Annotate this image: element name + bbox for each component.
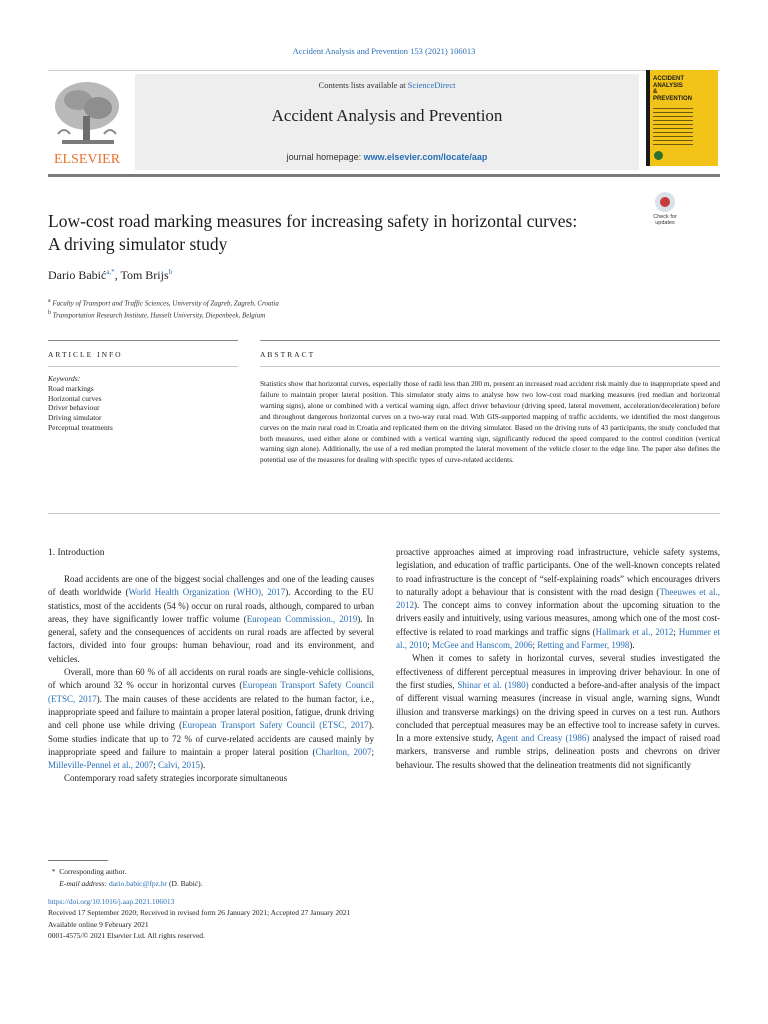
abstract-rule <box>260 340 720 341</box>
footnotes <box>48 866 468 889</box>
email-link[interactable]: dario.babic@fpz.hr <box>108 878 168 888</box>
paragraph-text: analysed the impact of raised road markers, transverse and rumble strips, delineation posts and chevrons on driver behaviour. The results showed that the delineation treatments did not significantly <box>396 733 720 770</box>
publication-info <box>48 896 548 942</box>
keyword-item: Driving simulator <box>48 413 102 423</box>
paragraph-text: Contemporary road safety strategies incorporate simultaneous <box>64 773 288 784</box>
author-name[interactable]: Dario Babić <box>48 268 107 282</box>
paragraph-text: proactive approaches aimed at improving road infrastructure, vehicle safety systems, legislation, and education of traffic participants. One of the well-known concepts related to road infrastructure is the concept of “self-explaining roads” which encourages drivers to naturally adopt a behaviour that is consistent with the road design ( <box>396 547 720 597</box>
doi-link[interactable]: https://doi.org/10.1016/j.aap.2021.106013 <box>48 897 175 906</box>
email-suffix: (D. Babić). <box>167 878 203 888</box>
paragraph-text: ; <box>673 626 679 637</box>
paragraph-text: Road accidents are one of the biggest social challenges and one of the leading causes of death worldwide ( <box>48 574 374 598</box>
homepage-label: journal homepage: <box>286 152 364 162</box>
affiliation-text: Transportation Research Institute, Hasselt University, Diepenbeek, Belgium <box>52 311 266 320</box>
article-info-subrule <box>48 366 238 367</box>
paragraph-text: ). According to the EU statistics, most of the accidents (54 %) occur on rural roads, although, compared to urban areas, they have significantly lower traffic volume ( <box>48 587 374 624</box>
email-label: E-mail address: <box>59 878 109 888</box>
citation-link[interactable]: Hummer et al., 2010 <box>396 626 720 651</box>
sciencedirect-link[interactable]: ScienceDirect <box>407 80 456 90</box>
citation-link[interactable]: McGee and Hanscom, 2006 <box>432 640 533 651</box>
paragraph-text: ; <box>371 746 374 757</box>
author-name[interactable]: Tom Brijs <box>120 268 169 282</box>
citation-link[interactable]: Milleville-Pennel et al., 2007 <box>48 760 154 771</box>
paragraph-text: ; <box>153 760 158 771</box>
citation-link[interactable]: Retting and Farmer, 1998 <box>537 640 630 651</box>
body-column-right <box>396 546 720 772</box>
footnote-rule <box>48 860 108 861</box>
affiliation-a <box>48 296 648 308</box>
elsevier-tree-logo <box>48 78 126 166</box>
keyword-item: Driver behaviour <box>48 403 100 413</box>
citation-link[interactable]: Theeuwes et al., 2012 <box>396 586 720 611</box>
copyright-line: 0001-4575/© 2021 Elsevier Ltd. All rights reserved. <box>48 931 205 941</box>
abstract-heading: ABSTRACT <box>260 350 316 359</box>
paragraph-text: ). Some studies indicate that up to 72 % of curve-related accidents are caused mainly by inappropriate speed and failure to maintain a proper lateral position ( <box>48 720 374 757</box>
journal-cover-thumbnail[interactable] <box>646 70 718 166</box>
citation-link[interactable]: World Health Organization (WHO), 2017 <box>128 587 286 598</box>
author-list <box>48 268 172 283</box>
body-column-left <box>48 573 374 786</box>
corresponding-text: Corresponding author. <box>59 867 127 876</box>
article-title-line-1: Low-cost road marking measures for increasing safety in horizontal curves: <box>48 211 578 231</box>
keywords-block <box>48 374 238 433</box>
journal-name: Accident Analysis and Prevention <box>271 106 503 125</box>
contents-line <box>135 80 639 90</box>
abstract-subrule <box>260 366 720 367</box>
citation-link[interactable]: Agent and Creasy (1986) <box>496 733 590 744</box>
citation-link[interactable]: European Transport Safety Council (ETSC, 2017 <box>182 720 369 731</box>
paragraph-text: conducted a before-and-after analysis of the impact of different visual warning measures (increase in visual angle, warning signs, Wundt illusion and transverse markings) on the driving speed in curves on a test run. Authors concluded that perceptual measures may be an effective tool to increase safety in curves. In a more extensive study, <box>396 679 720 744</box>
affiliation-mark: b <box>48 310 51 317</box>
citation-link[interactable]: Charlton, 2007 <box>315 746 372 757</box>
body-paragraph <box>48 772 374 785</box>
author-affiliation-mark[interactable]: b <box>168 268 173 276</box>
citation-link[interactable]: Hallmark et al., 2012 <box>595 626 674 637</box>
body-paragraph <box>396 652 720 772</box>
cover-contents-lines <box>653 108 693 148</box>
paragraph-text: ; <box>532 640 538 651</box>
affiliations <box>48 296 648 321</box>
paragraph-text: ). In general, safety and the consequences of accidents on rural roads are affected by several factors, divided into four groups: human behaviour, road and its environment, and vehicles. <box>48 613 375 664</box>
article-info-heading: ARTICLE INFO <box>48 350 123 359</box>
paragraph-text: ). The concept aims to convey information about the upcoming situation to the drivers easily and intuitively, using various measures, among which one of the most cost-effective is related to road markings and traffic signs ( <box>396 600 720 637</box>
available-online: Available online 9 February 2021 <box>48 919 149 929</box>
journal-reference[interactable]: Accident Analysis and Prevention 153 (2021) 106013 <box>292 46 476 56</box>
author-affiliation-mark[interactable]: a,* <box>106 268 115 276</box>
affiliation-mark: a <box>48 298 51 304</box>
cover-title: ACCIDENT ANALYSIS & PREVENTION <box>653 76 693 102</box>
keywords-label: Keywords: <box>48 374 81 383</box>
abstract-text: Statistics show that horizontal curves, especially those of radii less than 200 m, present an increased road accident risk mainly due to inappropriate speed and failure to maintain proper lateral position. This simulator study aims to analyse how two low-cost road marking measures (red median and horizontal warning signs), alone or combined with a vertical warning sign, affect driver behaviour (driving speed, lateral movement, acceleration/deceleration) before and throughout dangerous horizontal curves on a two-way rural road. With GIS-supported mapping of traffic accidents, we identified the most dangerous curves on the main rural road in Croatia and replicated them on the driving simulator. Based on the driving runs of 43 participants, the study concluded that both measures, used either alone or combined with a vertical warning sign, significantly reduced the speed compared to the control condition (vertical warning sign alone). Additionally, the use of a red median prompted the lateral movement of the vehicle closer to the edge line. The paper also defines the potential use of the measures for dealing with specific types of curve-related accidents. <box>260 379 720 465</box>
keyword-item: Road markings <box>48 383 94 393</box>
keyword-item: Horizontal curves <box>48 393 102 403</box>
citation-link[interactable]: European Commission., 2019 <box>246 613 358 624</box>
received-dates: Received 17 September 2020; Received in revised form 26 January 2021; Accepted 27 January 2021 <box>48 908 351 918</box>
affiliation-b <box>48 308 648 320</box>
contents-prefix: Contents lists available at <box>318 80 408 90</box>
homepage-url-link[interactable]: www.elsevier.com/locate/aap <box>363 152 488 162</box>
corresponding-author-note <box>48 866 468 878</box>
paragraph-text: Overall, more than 60 % of all accidents on rural roads are single-vehicle collisions, of which around 32 % occur in horizontal curves ( <box>48 667 374 691</box>
section-heading-introduction: 1. Introduction <box>48 548 105 558</box>
affiliation-text: Faculty of Transport and Traffic Sciences, University of Zagreb, Zagreb, Croatia <box>52 299 279 308</box>
paragraph-text: ). <box>629 640 635 651</box>
check-for-updates-badge[interactable] <box>648 192 682 230</box>
paragraph-text: When it comes to safety in horizontal curves, several studies investigated the effectiveness of different perceptual measures in improving driver behaviour. In one of the first studies, <box>396 653 720 690</box>
cover-stripe <box>646 70 650 166</box>
homepage-line <box>135 152 639 162</box>
citation-link[interactable]: Shinar et al. (1980) <box>457 679 529 690</box>
article-info-rule <box>48 340 238 341</box>
citation-link[interactable]: European Transport Safety Council (ETSC, 2017 <box>48 680 374 704</box>
body-paragraph <box>48 666 374 772</box>
body-paragraph <box>48 573 374 666</box>
abstract-bottom-rule <box>48 513 720 514</box>
keyword-item: Perceptual treatments <box>48 422 113 432</box>
body-paragraph <box>396 546 720 652</box>
check-updates-label: Check for updates <box>653 214 677 226</box>
article-title <box>48 210 648 256</box>
corresponding-mark: * <box>51 867 56 876</box>
email-note <box>48 878 468 890</box>
article-title-line-2: A driving simulator study <box>48 234 228 254</box>
citation-link[interactable]: Calvi, 2015 <box>158 760 200 771</box>
paragraph-text: ). The main causes of these accidents are related to the human factor, i.e., inappropriate speed and failure to maintain a proper lateral position, fatigue, drunk driving and cell phone use while driving ( <box>48 693 374 731</box>
check-updates-icon <box>655 192 675 212</box>
paragraph-text: ). <box>200 760 206 771</box>
paragraph-text: ; <box>427 640 433 651</box>
cover-seal-icon <box>654 151 663 160</box>
elsevier-wordmark: ELSEVIER <box>53 152 121 166</box>
author-separator: , <box>114 268 121 282</box>
